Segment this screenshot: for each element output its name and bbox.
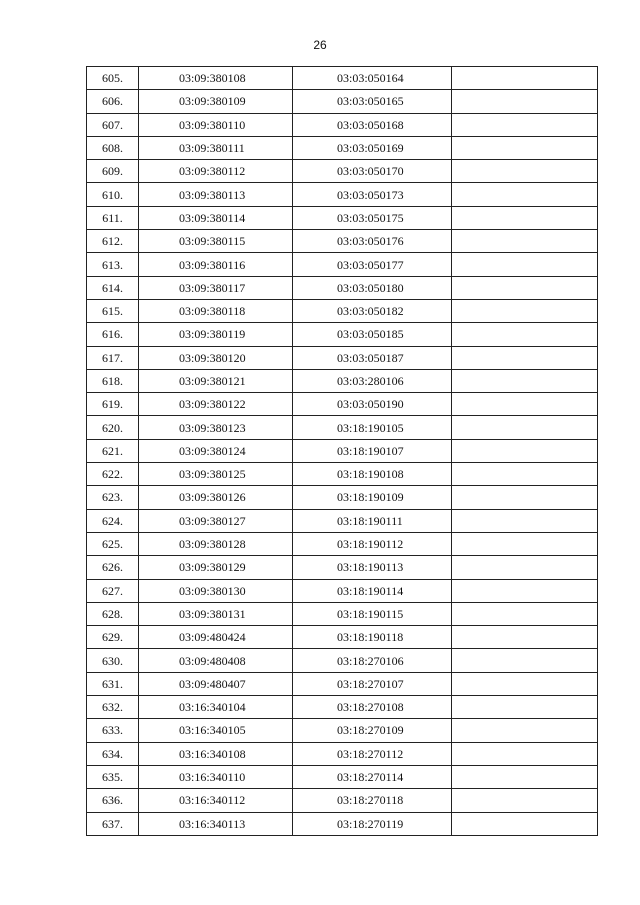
empty-cell (452, 67, 598, 90)
second-code-cell: 03:03:050173 (293, 183, 452, 206)
table-row (87, 626, 598, 649)
table-row (87, 113, 598, 136)
second-code-cell: 03:03:050185 (293, 323, 452, 346)
second-code-cell: 03:03:280106 (293, 369, 452, 392)
empty-cell (452, 626, 598, 649)
table-row (87, 393, 598, 416)
first-code-cell: 03:09:380131 (139, 602, 293, 625)
first-code-cell: 03:16:340108 (139, 742, 293, 765)
row-number-cell: 617. (87, 346, 139, 369)
row-number-cell: 633. (87, 719, 139, 742)
table-row (87, 206, 598, 229)
row-number-cell: 619. (87, 393, 139, 416)
row-number-cell: 624. (87, 509, 139, 532)
second-code-cell: 03:18:190118 (293, 626, 452, 649)
second-code-cell: 03:18:190115 (293, 602, 452, 625)
empty-cell (452, 393, 598, 416)
second-code-cell: 03:18:270118 (293, 789, 452, 812)
table-row (87, 439, 598, 462)
first-code-cell: 03:09:380128 (139, 532, 293, 555)
first-code-cell: 03:09:380114 (139, 206, 293, 229)
row-number-cell: 627. (87, 579, 139, 602)
first-code-cell: 03:09:380125 (139, 463, 293, 486)
empty-cell (452, 486, 598, 509)
second-code-cell: 03:18:270108 (293, 696, 452, 719)
table-row (87, 649, 598, 672)
row-number-cell: 605. (87, 67, 139, 90)
first-code-cell: 03:09:380127 (139, 509, 293, 532)
empty-cell (452, 439, 598, 462)
second-code-cell: 03:18:190105 (293, 416, 452, 439)
empty-cell (452, 672, 598, 695)
first-code-cell: 03:09:380112 (139, 160, 293, 183)
second-code-cell: 03:03:050169 (293, 136, 452, 159)
empty-cell (452, 183, 598, 206)
empty-cell (452, 253, 598, 276)
records-table-body (87, 67, 598, 836)
second-code-cell: 03:18:190112 (293, 532, 452, 555)
first-code-cell: 03:09:380109 (139, 90, 293, 113)
second-code-cell: 03:03:050190 (293, 393, 452, 416)
table-row (87, 136, 598, 159)
table-row (87, 789, 598, 812)
empty-cell (452, 230, 598, 253)
second-code-cell: 03:18:190109 (293, 486, 452, 509)
table-row (87, 509, 598, 532)
empty-cell (452, 579, 598, 602)
table-row (87, 183, 598, 206)
table-row (87, 742, 598, 765)
empty-cell (452, 323, 598, 346)
second-code-cell: 03:18:270106 (293, 649, 452, 672)
second-code-cell: 03:03:050175 (293, 206, 452, 229)
second-code-cell: 03:18:190107 (293, 439, 452, 462)
row-number-cell: 623. (87, 486, 139, 509)
first-code-cell: 03:09:480408 (139, 649, 293, 672)
table-row (87, 579, 598, 602)
table-row (87, 90, 598, 113)
table-row (87, 765, 598, 788)
row-number-cell: 632. (87, 696, 139, 719)
row-number-cell: 610. (87, 183, 139, 206)
row-number-cell: 629. (87, 626, 139, 649)
table-row (87, 672, 598, 695)
first-code-cell: 03:09:380110 (139, 113, 293, 136)
second-code-cell: 03:03:050176 (293, 230, 452, 253)
row-number-cell: 611. (87, 206, 139, 229)
empty-cell (452, 556, 598, 579)
table-row (87, 346, 598, 369)
row-number-cell: 637. (87, 812, 139, 835)
first-code-cell: 03:09:380111 (139, 136, 293, 159)
empty-cell (452, 463, 598, 486)
empty-cell (452, 299, 598, 322)
second-code-cell: 03:03:050177 (293, 253, 452, 276)
row-number-cell: 621. (87, 439, 139, 462)
empty-cell (452, 276, 598, 299)
row-number-cell: 616. (87, 323, 139, 346)
second-code-cell: 03:18:270112 (293, 742, 452, 765)
first-code-cell: 03:09:380123 (139, 416, 293, 439)
first-code-cell: 03:16:340112 (139, 789, 293, 812)
second-code-cell: 03:03:050182 (293, 299, 452, 322)
second-code-cell: 03:18:270107 (293, 672, 452, 695)
empty-cell (452, 113, 598, 136)
empty-cell (452, 765, 598, 788)
row-number-cell: 626. (87, 556, 139, 579)
first-code-cell: 03:09:380118 (139, 299, 293, 322)
first-code-cell: 03:09:380120 (139, 346, 293, 369)
empty-cell (452, 136, 598, 159)
first-code-cell: 03:09:380117 (139, 276, 293, 299)
empty-cell (452, 346, 598, 369)
second-code-cell: 03:18:190108 (293, 463, 452, 486)
second-code-cell: 03:18:190111 (293, 509, 452, 532)
empty-cell (452, 742, 598, 765)
empty-cell (452, 649, 598, 672)
row-number-cell: 612. (87, 230, 139, 253)
row-number-cell: 607. (87, 113, 139, 136)
first-code-cell: 03:16:340110 (139, 765, 293, 788)
empty-cell (452, 789, 598, 812)
first-code-cell: 03:09:380122 (139, 393, 293, 416)
table-row (87, 323, 598, 346)
row-number-cell: 608. (87, 136, 139, 159)
second-code-cell: 03:18:270114 (293, 765, 452, 788)
row-number-cell: 630. (87, 649, 139, 672)
second-code-cell: 03:03:050165 (293, 90, 452, 113)
second-code-cell: 03:18:190113 (293, 556, 452, 579)
row-number-cell: 613. (87, 253, 139, 276)
empty-cell (452, 812, 598, 835)
row-number-cell: 634. (87, 742, 139, 765)
first-code-cell: 03:09:480407 (139, 672, 293, 695)
first-code-cell: 03:16:340105 (139, 719, 293, 742)
table-row (87, 299, 598, 322)
second-code-cell: 03:03:050187 (293, 346, 452, 369)
first-code-cell: 03:09:380119 (139, 323, 293, 346)
table-row (87, 719, 598, 742)
empty-cell (452, 532, 598, 555)
empty-cell (452, 160, 598, 183)
first-code-cell: 03:09:380130 (139, 579, 293, 602)
empty-cell (452, 90, 598, 113)
table-row (87, 486, 598, 509)
second-code-cell: 03:03:050180 (293, 276, 452, 299)
row-number-cell: 622. (87, 463, 139, 486)
table-row (87, 416, 598, 439)
row-number-cell: 618. (87, 369, 139, 392)
table-row (87, 696, 598, 719)
first-code-cell: 03:09:380115 (139, 230, 293, 253)
empty-cell (452, 696, 598, 719)
row-number-cell: 635. (87, 765, 139, 788)
second-code-cell: 03:03:050168 (293, 113, 452, 136)
second-code-cell: 03:18:270119 (293, 812, 452, 835)
empty-cell (452, 602, 598, 625)
second-code-cell: 03:03:050170 (293, 160, 452, 183)
row-number-cell: 620. (87, 416, 139, 439)
first-code-cell: 03:09:380129 (139, 556, 293, 579)
row-number-cell: 606. (87, 90, 139, 113)
table-row (87, 253, 598, 276)
empty-cell (452, 206, 598, 229)
row-number-cell: 615. (87, 299, 139, 322)
table-row (87, 556, 598, 579)
table-row (87, 602, 598, 625)
records-table (86, 66, 598, 836)
empty-cell (452, 509, 598, 532)
row-number-cell: 609. (87, 160, 139, 183)
first-code-cell: 03:16:340113 (139, 812, 293, 835)
table-row (87, 276, 598, 299)
row-number-cell: 625. (87, 532, 139, 555)
row-number-cell: 628. (87, 602, 139, 625)
first-code-cell: 03:09:380121 (139, 369, 293, 392)
row-number-cell: 636. (87, 789, 139, 812)
first-code-cell: 03:09:380108 (139, 67, 293, 90)
table-row (87, 67, 598, 90)
first-code-cell: 03:09:380124 (139, 439, 293, 462)
table-row (87, 230, 598, 253)
first-code-cell: 03:09:380113 (139, 183, 293, 206)
table-row (87, 812, 598, 835)
second-code-cell: 03:18:270109 (293, 719, 452, 742)
empty-cell (452, 719, 598, 742)
first-code-cell: 03:16:340104 (139, 696, 293, 719)
first-code-cell: 03:09:380126 (139, 486, 293, 509)
row-number-cell: 631. (87, 672, 139, 695)
table-row (87, 160, 598, 183)
table-row (87, 532, 598, 555)
second-code-cell: 03:03:050164 (293, 67, 452, 90)
first-code-cell: 03:09:480424 (139, 626, 293, 649)
empty-cell (452, 369, 598, 392)
page-number: 26 (313, 38, 327, 52)
table-row (87, 463, 598, 486)
empty-cell (452, 416, 598, 439)
second-code-cell: 03:18:190114 (293, 579, 452, 602)
first-code-cell: 03:09:380116 (139, 253, 293, 276)
table-row (87, 369, 598, 392)
row-number-cell: 614. (87, 276, 139, 299)
